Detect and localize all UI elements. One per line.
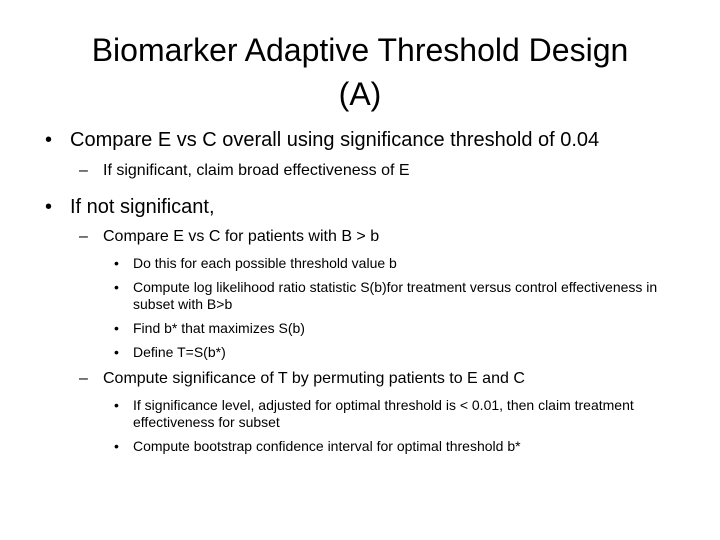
sub-sub-bullet-item xyxy=(114,279,693,313)
bullet-dot-icon: • xyxy=(114,438,119,454)
bullet-dot-icon: • xyxy=(114,279,119,295)
title-line-1: Biomarker Adaptive Threshold Design xyxy=(91,32,629,68)
sub-sub-bullet-text: Do this for each possible threshold value b xyxy=(133,255,397,271)
sub-sub-bullet-text: Find b* that maximizes S(b) xyxy=(133,320,305,336)
slide-title xyxy=(40,28,680,116)
dash-icon: – xyxy=(79,370,88,387)
bullet-item xyxy=(45,128,690,153)
sub-sub-bullet-item xyxy=(114,320,693,337)
bullet-dot-icon: • xyxy=(114,320,119,336)
dash-icon: – xyxy=(79,162,88,179)
sub-bullet-item xyxy=(79,161,693,181)
bullet-text: If not significant, xyxy=(70,196,215,218)
sub-sub-bullet-item xyxy=(114,438,693,455)
bullet-dot-icon: • xyxy=(45,129,53,151)
bullet-dot-icon: • xyxy=(114,344,119,360)
sub-sub-bullet-item xyxy=(114,344,693,361)
sub-sub-bullet-text: Define T=S(b*) xyxy=(133,344,226,360)
dash-icon: – xyxy=(79,228,88,245)
sub-bullet-text: Compute significance of T by permuting patients to E and C xyxy=(103,370,525,387)
sub-sub-bullet-item xyxy=(114,255,693,272)
bullet-dot-icon: • xyxy=(114,397,119,413)
sub-sub-bullet-item xyxy=(114,397,693,431)
sub-bullet-item xyxy=(79,369,693,389)
sub-sub-bullet-text: If significance level, adjusted for optimal threshold is < 0.01, then claim treatment effectiveness for subset xyxy=(133,397,634,430)
bullet-text: Compare E vs C overall using significance threshold of 0.04 xyxy=(70,129,600,151)
bullet-dot-icon: • xyxy=(114,255,119,271)
sub-bullet-item xyxy=(79,227,693,247)
bullet-item xyxy=(45,195,690,220)
sub-bullet-text: If significant, claim broad effectiveness of E xyxy=(103,162,410,179)
slide-content xyxy=(0,128,720,455)
bullet-dot-icon: • xyxy=(45,196,53,218)
sub-bullet-text: Compare E vs C for patients with B > b xyxy=(103,228,380,245)
title-line-2: (A) xyxy=(338,76,382,112)
sub-sub-bullet-text: Compute bootstrap confidence interval for optimal threshold b* xyxy=(133,438,521,454)
sub-sub-bullet-text: Compute log likelihood ratio statistic S(b)for treatment versus control effectiveness in subset with B>b xyxy=(133,279,658,312)
